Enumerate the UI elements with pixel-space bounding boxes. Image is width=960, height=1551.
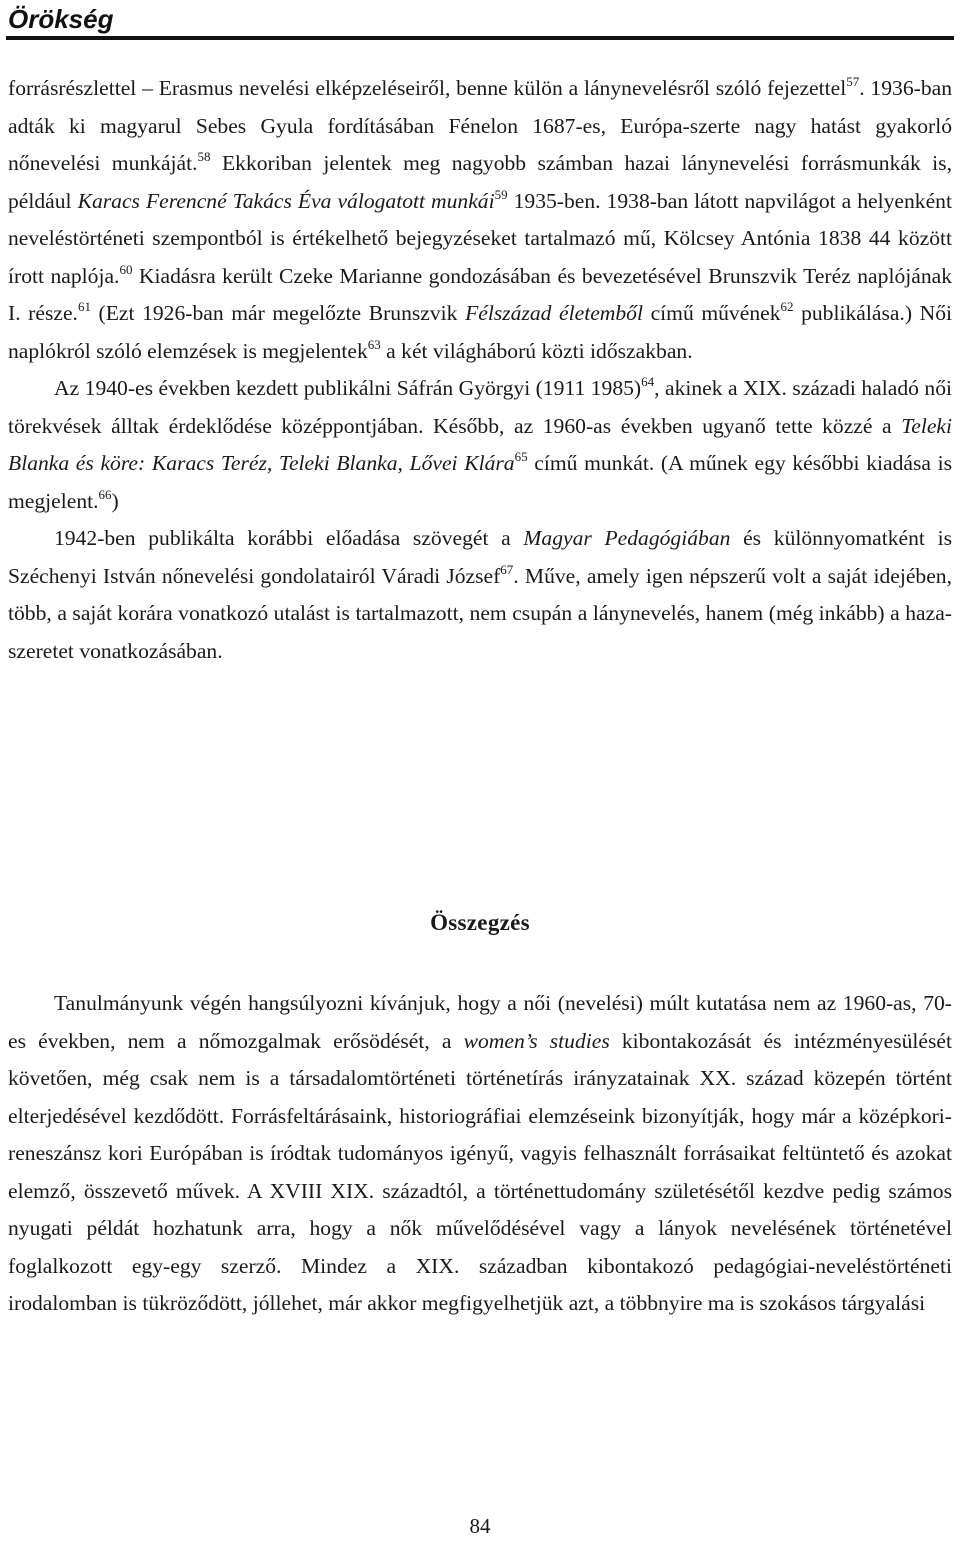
- footnote-ref: 61: [77, 299, 91, 314]
- text-run: publikálása.) Női naplókról szóló elemzések is megjelentek: [8, 301, 953, 363]
- footnote-ref: 57: [846, 74, 860, 89]
- text-run: Tanulmányunk végén hangsúlyozni kívánjuk, hogy a női (nevelési) múlt kutatása nem az 1960-as, 70-es években, nem a nőmozgalmak erősödését, a: [8, 991, 952, 1053]
- page-number: 84: [469, 1514, 491, 1538]
- running-header: Örökség: [8, 4, 114, 34]
- text-run: című munkát. (A műnek egy későbbi kiadása is megjelent.: [8, 451, 953, 513]
- footnote-ref: 64: [641, 374, 655, 389]
- text-run: és különnyomatként is Széchenyi István nőnevelési gondolatairól Váradi József: [8, 526, 952, 588]
- text-run: , akinek a XIX. századi haladó női törekvések álltak érdeklődése középpontjában. Később, az 1960-as években ugyanő tette közzé a: [8, 376, 952, 438]
- text-run: . Műve, amely igen népszerű volt a saját idejében, több, a saját korára vonatkozó utalást is tartalmazott, nem csupán a lánynevelés, hanem (még inkább) a hazaszeretet vonatkozásában.: [8, 563, 952, 663]
- text-run: Ekkoriban jelentek meg nagyobb számban hazai lánynevelési forrásmunkák is, például: [8, 151, 952, 213]
- text-run: 1935-ben. 1938-ban látott napvilágot a helyenként neveléstörténeti szempontból is értékelhető bejegyzéseket tartalmazó mű, Kölcsey Antónia 1838 44 között írott naplója.: [8, 188, 952, 288]
- footnote-ref: 60: [119, 261, 133, 277]
- footnote-ref: 58: [197, 149, 211, 164]
- section-heading: Összegzés: [430, 910, 530, 935]
- paragraph: [8, 370, 952, 520]
- footnote-ref: 63: [367, 336, 381, 352]
- text-run: című művének: [642, 301, 781, 325]
- paragraph: [8, 70, 952, 370]
- paragraph: [8, 520, 952, 670]
- text-run: ): [111, 488, 119, 513]
- italic-title: Karacs Ferencné Takács Éva válogatott munkái: [77, 188, 495, 213]
- footnote-ref: 67: [500, 561, 514, 577]
- text-run: forrásrészlettel – Erasmus nevelési elképzeléseiről, benne külön a lánynevelésről szóló fejezettel: [8, 76, 847, 100]
- header-rule: [6, 36, 954, 40]
- footnote-ref: 62: [780, 299, 794, 314]
- italic-title: Teleki Blanka és köre: Karacs Teréz, Teleki Blanka, Lővei Klára: [8, 413, 952, 475]
- italic-title: Félszázad életemből: [465, 301, 643, 325]
- italic-title: Magyar Pedagógiában: [523, 526, 731, 550]
- body-text-section-2: [8, 985, 952, 1323]
- paragraph: [8, 985, 952, 1323]
- text-run: a két világháború közti időszakban.: [380, 338, 693, 363]
- footnote-ref: 66: [98, 486, 112, 502]
- text-run: Kiadásra került Czeke Marianne gondozásában és bevezetésével Brunszvik Teréz naplójának I. része.: [8, 263, 953, 325]
- body-text-section-1: [8, 70, 952, 670]
- text-run: (Ezt 1926-ban már megelőzte Brunszvik: [90, 301, 466, 325]
- footnote-ref: 59: [494, 186, 508, 202]
- text-run: Az 1940-es években kezdett publikálni Sáfrán Györgyi (1911 1985): [54, 376, 642, 400]
- text-run: . 1936-ban adták ki magyarul Sebes Gyula fordításában Fénelon 1687-es, Európa-szerte nagy hatást gyakorló nőnevelési munkáját.: [8, 76, 952, 175]
- text-run: 1942-ben publikálta korábbi előadása szövegét a: [54, 526, 524, 550]
- italic-title: women’s studies: [463, 1028, 610, 1053]
- footnote-ref: 65: [514, 449, 528, 464]
- text-run: kibontakozását és intézményesülését követően, még csak nem is a társadalomtörténeti történetírás irányzatainak XX. század közepén történt elterjedésével kezdődött. Forrásfeltárásaink, historiográfiai elemzéseink bizonyítják, hogy már a középkori-reneszánsz kori Európában is íródtak tudományos igényű, vagyis felhasznált forrásaikat feltüntető és azokat elemző, összevető művek. A XVIII XIX. századtól, a történettudomány születésétől kezdve pedig számos nyugati példát hozhatunk arra, hogy a nők művelődésével vagy a lányok nevelésének történetével foglalkozott egy-egy szerző. Mindez a XIX. században kibontakozó pedagógiai-neveléstörténeti irodalomban is tükröződött, jóllehet, már akkor megfigyelhetjük azt, a többnyire ma is szokásos tárgyalási: [8, 1028, 952, 1315]
